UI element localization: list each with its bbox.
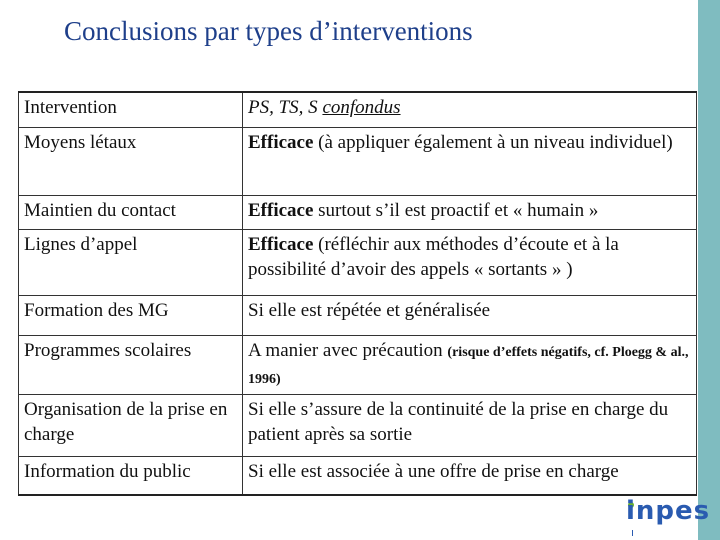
header-intervention: Intervention: [19, 92, 243, 128]
row-verdict: Efficace: [248, 132, 314, 153]
right-accent-bar: [698, 0, 720, 540]
row-conclusion: [243, 336, 697, 395]
row-conclusion: Si elle s’assure de la continuité de la prise en charge du patient après sa sortie: [243, 395, 697, 457]
header-population: [243, 92, 697, 128]
row-verdict: Efficace: [248, 200, 314, 221]
table-row: [19, 395, 697, 457]
table-header-row: [19, 92, 697, 128]
header-population-prefix: PS, TS, S: [248, 97, 323, 118]
logo-mark: [632, 530, 633, 536]
row-conclusion: Si elle est répétée et généralisée: [243, 296, 697, 336]
table-row: [19, 296, 697, 336]
logo-text: inpes: [626, 496, 711, 526]
page-title: Conclusions par types d’interventions: [64, 16, 473, 46]
row-detail: A manier avec précaution: [248, 340, 448, 361]
header-population-underlined: confondus: [322, 97, 401, 118]
row-conclusion: Si elle est associée à une offre de prise en charge: [243, 457, 697, 495]
row-intervention: Programmes scolaires: [19, 336, 243, 395]
row-conclusion: [243, 196, 697, 230]
row-intervention: Maintien du contact: [19, 196, 243, 230]
row-intervention: Information du public: [19, 457, 243, 495]
row-detail: surtout s’il est proactif et « humain »: [313, 200, 599, 221]
row-detail: (à appliquer également à un niveau individuel): [313, 132, 673, 153]
row-conclusion: [243, 230, 697, 296]
row-conclusion: [243, 128, 697, 196]
row-intervention: Moyens létaux: [19, 128, 243, 196]
table-row: [19, 336, 697, 395]
row-detail: (réfléchir aux méthodes d’écoute et à la possibilité d’avoir des appels « sortants » ): [248, 234, 619, 280]
row-intervention: Organisation de la prise en charge: [19, 395, 243, 457]
table-row: [19, 128, 697, 196]
row-intervention: Formation des MG: [19, 296, 243, 336]
inpes-logo: [618, 494, 711, 538]
row-verdict: Efficace: [248, 234, 314, 255]
interventions-table: [18, 91, 697, 496]
row-intervention: Lignes d’appel: [19, 230, 243, 296]
row-note: (risque d’effets négatifs, cf. Ploegg & al., 1996): [248, 345, 689, 387]
table-row: [19, 230, 697, 296]
table-row: [19, 457, 697, 495]
table-row: [19, 196, 697, 230]
